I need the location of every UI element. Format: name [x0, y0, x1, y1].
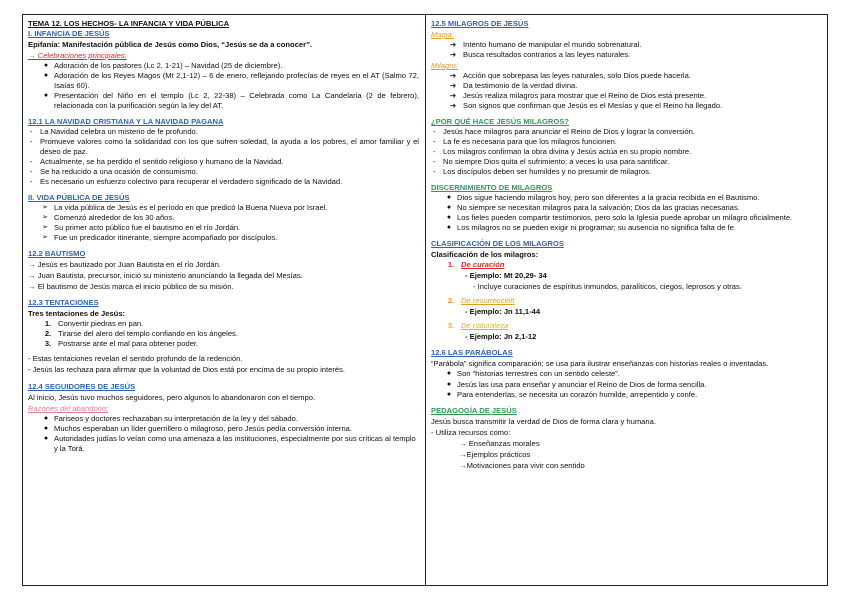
list-item: ➢ Comenzó alrededor de los 30 años. [42, 213, 175, 223]
list-item: 1. Convertir piedras en pan. [44, 319, 144, 329]
section-discernimiento-title: DISCERNIMIENTO DE MILAGROS [431, 183, 553, 193]
left-column [23, 15, 425, 585]
list-item: - Promueve valores como la solidaridad con los que sufren soledad, la ayuda a los pobres, el amor familiar y el deseo de paz. [30, 137, 419, 157]
list-item: ➢ La vida pública de Jesús es el período en que predicó la Buena Nueva por Israel. [42, 203, 328, 213]
right-column [425, 15, 827, 585]
list-item: ➢ Su primer acto público fue el bautismo en el río Jordán. [42, 223, 241, 233]
celebraciones-subtitle: → Celebraciones principales: [28, 51, 127, 61]
list-item: ● Adoración de los Reyes Magos (Mt 2,1-12) – 6 de enero, reflejando profecías de reyes en el AT (Salmo 72, Isaías 60). [43, 71, 419, 91]
list-item: ● Muchos esperaban un líder guerrillero o milagroso, pero Jesús pedía conversión interna. [43, 423, 353, 433]
parabolas-intro: “Parábola” significa comparación; se usa para ilustrar enseñanzas con historias reales o inventadas. [431, 359, 769, 369]
example-reference: - Ejemplo: Jn 11,1-44 [465, 307, 541, 317]
list-item: ➔ Acción que sobrepasa las leyes naturales, solo Dios puede hacerla. [449, 71, 691, 81]
example-reference: - Ejemplo: Mt 20,29- 34 [465, 271, 547, 281]
pedagogia-intro: Jesús busca transmitir la verdad de Dios de forma clara y humana. [431, 416, 656, 426]
list-item: ● Dios sigue haciendo milagros hoy, pero son diferentes a la gracia recibida en el Bautismo. [446, 193, 760, 203]
list-item: ● Los milagros no se pueden exigir ni programar; su ausencia no significa falta de fe. [446, 223, 737, 233]
list-item: ● No siempre se necesitan milagros para la salvación; Dios da las gracias necesarias. [446, 203, 740, 213]
example-reference: - Ejemplo: Jn 2,1-12 [465, 332, 537, 342]
list-item: →Ejemplos prácticos [459, 449, 531, 459]
list-item: ● Para entenderlas, se necesita un corazón humilde, arrepentido y confe. [446, 389, 698, 399]
section-infancia-title: I. INFANCIA DE JESÚS [28, 29, 110, 39]
list-item: ● Adoración de los pastores (Lc 2, 1-21) – Navidad (25 de diciembre). [43, 61, 283, 71]
section-parabolas-title: 12.6 LAS PARÁBOLAS [431, 348, 513, 358]
list-item: →Motivaciones para vivir con sentido [459, 460, 585, 470]
list-item: ● Presentación del Niño en el templo (Lc 2, 22-38) – Celebrada como La Candelaria (2 de febrero), relacionada con la purificación según la ley del AT. [43, 91, 419, 111]
list-item: - Se ha reducido a una ocasión de consumismo. [30, 167, 198, 177]
tentaciones-note: - Estas tentaciones revelan el sentido profundo de la redención. [28, 354, 243, 364]
section-vida-publica-title: II. VIDA PÚBLICA DE JESÚS [28, 193, 130, 203]
list-item: → El bautismo de Jesús marca el inicio público de su misión. [28, 282, 234, 292]
list-item: - No siempre Dios quita el sufrimiento; a veces lo usa para santificar. [433, 157, 670, 167]
section-pedagogia-title: PEDAGOGÍA DE JESÚS [431, 405, 517, 415]
example-note: - Incluye curaciones de espíritus inmundos, paralíticos, ciegos, leprosos y otras. [473, 282, 742, 292]
list-item: ➔ Intento humano de manipular el mundo sobrenatural. [449, 40, 642, 50]
list-item: → Enseñanzas morales [459, 438, 540, 448]
list-item: - Es necesario un esfuerzo colectivo para recuperar el verdadero significado de la Navidad. [30, 177, 343, 187]
section-bautismo-title: 12.2 BAUTISMO [28, 249, 86, 259]
magia-label: Magia: [431, 30, 454, 40]
list-item: → Juan Bautista, precursor, inició su ministerio anunciando la llegada del Mesías. [28, 271, 303, 281]
list-item: 2. Tirarse del alero del templo confiando en los ángeles. [44, 329, 238, 339]
milagro-label: Milagro: [431, 61, 459, 71]
section-seguidores-title: 12.4 SEGUIDORES DE JESÚS [28, 381, 136, 391]
list-item: 3. Postrarse ante el mal para obtener poder. [44, 339, 199, 349]
list-item: → Jesús es bautizado por Juan Bautista en el río Jordán. [28, 260, 221, 270]
list-item: - La fe es necesaria para que los milagros funcionen. [433, 137, 617, 147]
list-item: 1. De curación [447, 260, 505, 270]
list-item: ● Los fieles pueden compartir testimonios, pero solo la Iglesia puede aprobar un milagro oficialmente. [446, 213, 793, 223]
list-item: ➔ Busca resultados contrarios a las leyes naturales. [449, 50, 631, 60]
section-navidad-title: 12.1 LA NAVIDAD CRISTIANA Y LA NAVIDAD PAGANA [28, 117, 224, 127]
section-milagros-title: 12.5 MILAGROS DE JESÚS [431, 19, 529, 28]
section-clasificacion-title: CLASIFICACIÓN DE LOS MILAGROS [431, 239, 564, 249]
list-item: - Actualmente, se ha perdido el sentido religioso y humano de la Navidad. [30, 157, 284, 167]
tentaciones-intro: Tres tentaciones de Jesús: [28, 309, 126, 319]
document-title: TEMA 12. LOS HECHOS- LA INFANCIA Y VIDA PÚBLICA [28, 19, 230, 28]
document-page [22, 14, 828, 586]
list-item: ● Autoridades judías lo veían como una amenaza a las instituciones, especialmente por sus críticas al templo y la Torá. [43, 433, 416, 453]
list-item: ➔ Son signos que confirman que Jesús es el Mesías y que el Reino ha llegado. [449, 101, 723, 111]
list-item: 3. De naturaleza [447, 321, 509, 331]
list-item: ● Fariseos y doctores rechazaban su interpretación de la ley y del sábado. [43, 413, 298, 423]
tentaciones-note: - Jesús las rechaza para afirmar que la voluntad de Dios está por encima de su propio interés. [28, 365, 345, 375]
list-item: ● Son “historias terrestres con un sentido celeste”. [446, 369, 620, 379]
list-item: - Los discípulos deben ser humildes y no presumir de milagros. [433, 167, 652, 177]
list-item: - La Navidad celebra un misterio de fe profundo. [30, 127, 198, 137]
pedagogia-subtitle: - Utiliza recursos como: [431, 427, 511, 437]
list-item: 2. De resurrección [447, 296, 515, 306]
list-item: ➔ Jesús realiza milagros para mostrar que el Reino de Dios está presente. [449, 91, 707, 101]
section-tentaciones-title: 12.3 TENTACIONES [28, 298, 99, 308]
clasificacion-intro: Clasificación de los milagros: [431, 250, 539, 260]
list-item: ● Jesús las usa para enseñar y anunciar el Reino de Dios de forma sencilla. [446, 379, 707, 389]
section-porque-milagros-title: ¿POR QUÉ HACE JESÚS MILAGROS? [431, 117, 569, 127]
list-item: ➢ Fue un predicador itinerante, siempre acompañado por discípulos. [42, 233, 278, 243]
list-item: - Jesús hace milagros para anunciar el Reino de Dios y lograr la conversión. [433, 127, 695, 137]
abandono-subtitle: Razones del abandono: [28, 403, 109, 413]
list-item: - Los milagros confirman la obra divina y Jesús actúa en su propio nombre. [433, 147, 692, 157]
list-item: ➔ Da testimonio de la verdad divina. [449, 81, 578, 91]
seguidores-intro: Al inicio, Jesús tuvo muchos seguidores, pero algunos lo abandonaron con el tiempo. [28, 392, 316, 402]
epifania-definition: Epifanía: Manifestación pública de Jesús como Dios, “Jesús se da a conocer”. [28, 40, 313, 50]
